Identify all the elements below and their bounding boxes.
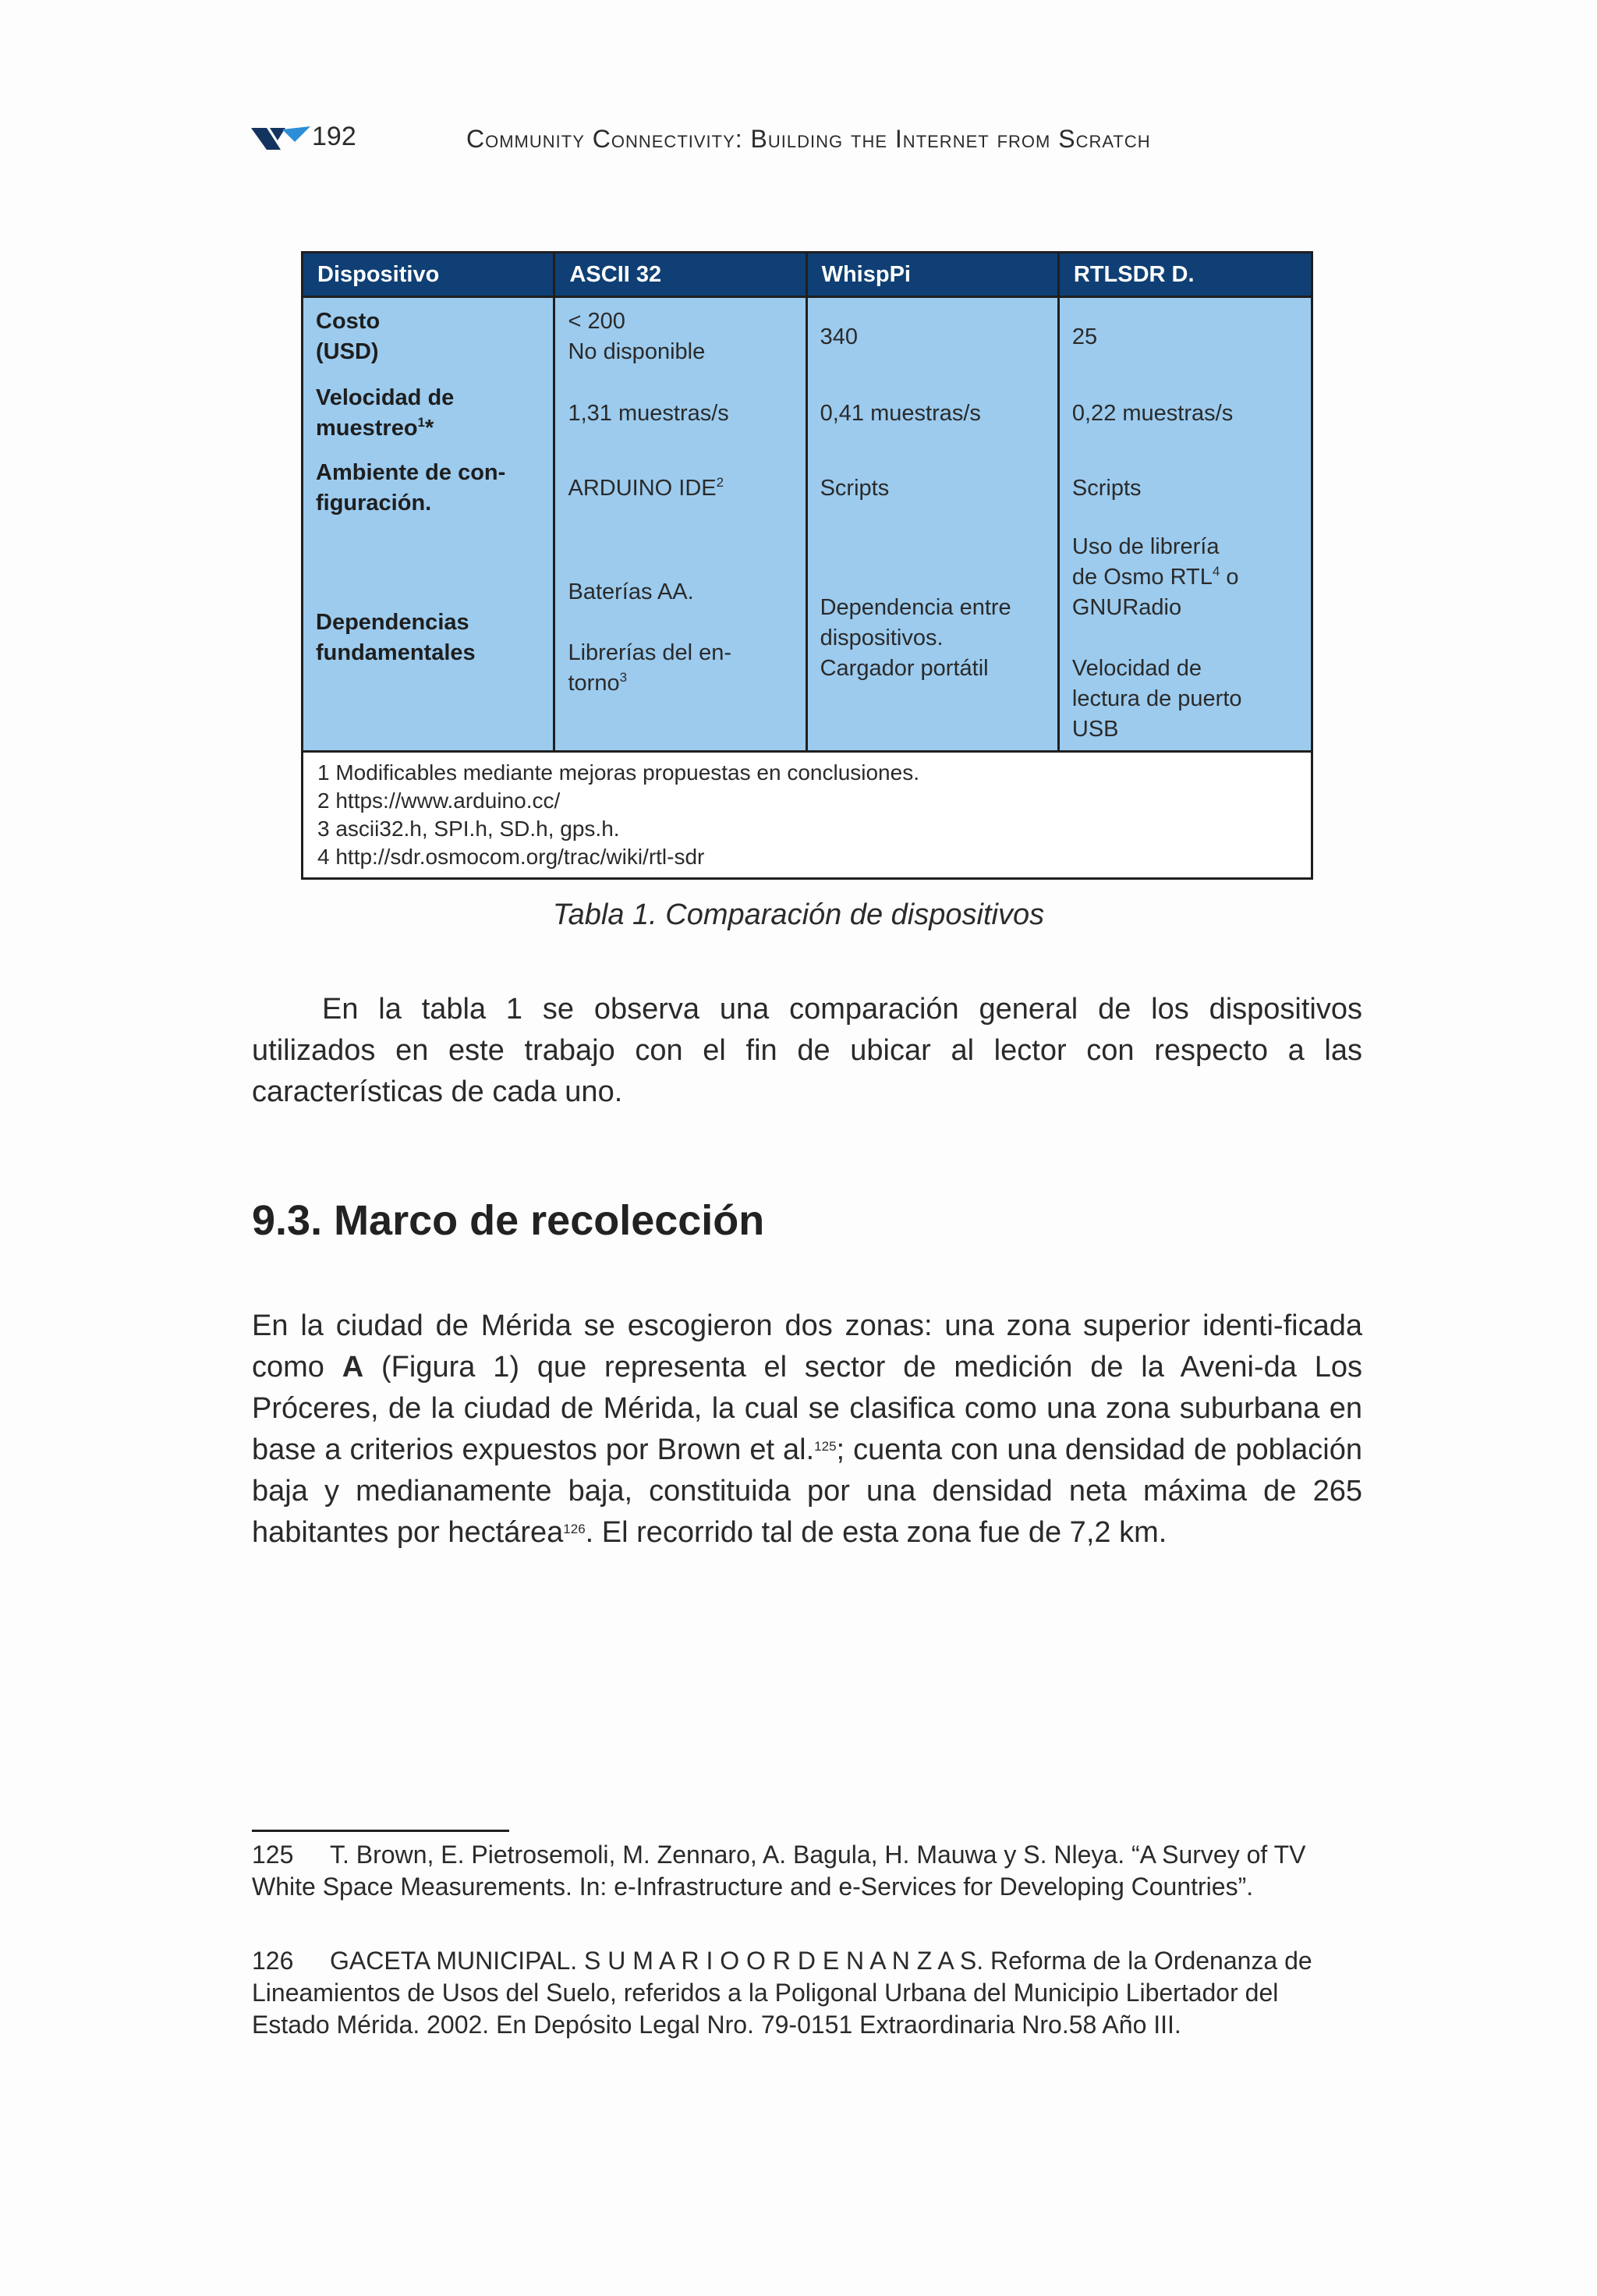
- row-label-ambiente: [303, 451, 554, 526]
- zone-label: A: [342, 1351, 364, 1384]
- cell-line: ARDUINO IDE: [568, 475, 717, 501]
- footnote-number: 126: [252, 1947, 294, 1975]
- row-label-line: Costo: [316, 309, 381, 334]
- cell-whisppi-velocidad: 0,41 muestras/s: [806, 376, 1058, 451]
- cell-rtlsdr-ambiente: Scripts: [1058, 451, 1312, 526]
- row-label-line: muestreo: [316, 416, 418, 441]
- cell-line: GNURadio: [1071, 594, 1182, 620]
- row-label-line: fundamentales: [316, 640, 476, 665]
- cell-line: USB: [1071, 716, 1119, 742]
- comparison-table: [301, 251, 1313, 880]
- body-paragraph-2: [252, 1306, 1362, 1554]
- table-row-ambiente: [303, 451, 1312, 526]
- row-label-line: Ambiente de con-: [316, 460, 506, 485]
- cell-line: lectura de puerto: [1071, 686, 1242, 711]
- row-label-dependencias: [303, 526, 554, 752]
- cell-line: Uso de librería: [1071, 533, 1220, 559]
- asterisk: *: [425, 416, 434, 441]
- cell-line: Baterías AA.: [568, 579, 694, 604]
- table-notes: [303, 752, 1312, 879]
- cell-line: de Osmo RTL: [1071, 564, 1213, 590]
- cell-line: dispositivos.: [820, 625, 944, 650]
- page-header: [251, 122, 1366, 153]
- cell-whisppi-costo: 340: [806, 297, 1058, 377]
- table-note: 2 https://www.arduino.cc/: [317, 788, 561, 813]
- col-header-dispositivo: Dispositivo: [303, 253, 554, 297]
- row-label-line: Dependencias: [316, 610, 469, 635]
- table-note: 3 ascii32.h, SPI.h, SD.h, gps.h.: [317, 817, 620, 841]
- table-row-costo: [303, 297, 1312, 377]
- row-label-line: figuración.: [316, 491, 432, 516]
- footnote-number: 125: [252, 1841, 294, 1869]
- footnote-ref: 3: [619, 670, 628, 685]
- footnote-ref: 126: [563, 1522, 586, 1536]
- table-note: 1 Modificables mediante mejoras propuestas en conclusiones.: [317, 760, 919, 785]
- footnote-ref: 2: [716, 474, 724, 490]
- row-label-line: Velocidad de: [316, 385, 455, 410]
- text-run: (Figura 1) que representa el sector de medición de la Aveni-da Los Próceres, de la ciudad de Mérida, la cual se clasifica como una zona suburbana en base a criterios expuestos por Brown et al.: [252, 1351, 1362, 1466]
- cell-line: torno: [568, 671, 620, 696]
- text-run: En la ciudad de Mérida se escogieron dos zonas: una zona superior identi-ficada como: [252, 1309, 1362, 1384]
- text-run: . El recorrido tal de esta zona fue de 7,2 km.: [585, 1516, 1167, 1549]
- footnote-126: [252, 1945, 1362, 2041]
- publisher-logo-icon: [251, 126, 310, 151]
- footnote-ref: 4: [1212, 563, 1220, 579]
- table-header-row: [303, 253, 1312, 297]
- cell-rtlsdr-velocidad: 0,22 muestras/s: [1058, 376, 1312, 451]
- cell-ascii-dependencias: [554, 526, 806, 752]
- cell-line: o: [1220, 564, 1239, 590]
- footnote-125: [252, 1839, 1362, 1903]
- text-run: ; cuenta con una densidad de población baja y medianamente baja, constituida por una densidad neta máxima de 265 habitantes por hectárea: [252, 1433, 1363, 1549]
- cell-ascii-costo: [554, 297, 806, 377]
- table-note: 4 http://sdr.osmocom.org/trac/wiki/rtl-sdr: [317, 845, 705, 869]
- body-paragraph-1: En la tabla 1 se observa una comparación general de los dispositivos utilizados en este trabajo con el fin de ubicar al lector con respecto a las características de cada uno.: [252, 993, 1362, 1108]
- row-label-line: (USD): [316, 339, 379, 364]
- cell-line: Librerías del en-: [568, 640, 732, 665]
- footnote-ref: 1: [417, 415, 426, 430]
- row-label-velocidad: [303, 376, 554, 451]
- cell-rtlsdr-dependencias: [1058, 526, 1312, 752]
- footnote-text: T. Brown, E. Pietrosemoli, M. Zennaro, A. Bagula, H. Mauwa y S. Nleya. “A Survey of TV White Space Measurements. In: e-Infrastructure and e-Services for Developing Countries”.: [252, 1841, 1306, 1901]
- page-number: 192: [312, 122, 356, 151]
- row-label-costo: [303, 297, 554, 377]
- table-caption: Tabla 1. Comparación de dispositivos: [552, 898, 1045, 931]
- footnote-divider: [252, 1830, 509, 1832]
- cell-ascii-ambiente: [554, 451, 806, 526]
- cell-rtlsdr-costo: 25: [1058, 297, 1312, 377]
- cell-whisppi-dependencias: [806, 526, 1058, 752]
- running-title: Community Connectivity: Building the Internet from Scratch: [466, 125, 1151, 153]
- col-header-rtlsdr: RTLSDR D.: [1058, 253, 1312, 297]
- col-header-whisppi: WhispPi: [806, 253, 1058, 297]
- cell-line: Dependencia entre: [820, 594, 1011, 620]
- cell-line: No disponible: [568, 339, 706, 364]
- footnote-ref: 125: [814, 1439, 837, 1454]
- section-heading: 9.3. Marco de recolección: [252, 1197, 765, 1244]
- cell-whisppi-ambiente: Scripts: [806, 451, 1058, 526]
- table-row-velocidad: [303, 376, 1312, 451]
- footnote-text: GACETA MUNICIPAL. S U M A R I O O R D E N A N Z A S. Reforma de la Ordenanza de Lineamientos de Usos del Suelo, referidos a la Poligonal Urbana del Municipio Libertador del Estado Mérida. 2002. En Depósito Legal Nro. 79-0151 Extraordinaria Nro.58 Año III.: [252, 1947, 1312, 2039]
- cell-ascii-velocidad: 1,31 muestras/s: [554, 376, 806, 451]
- table-row-dependencias: [303, 526, 1312, 752]
- cell-line: Velocidad de: [1071, 655, 1202, 681]
- col-header-ascii32: ASCII 32: [554, 253, 806, 297]
- cell-line: Cargador portátil: [820, 655, 989, 681]
- cell-line: < 200: [568, 309, 625, 334]
- table-notes-row: [303, 752, 1312, 879]
